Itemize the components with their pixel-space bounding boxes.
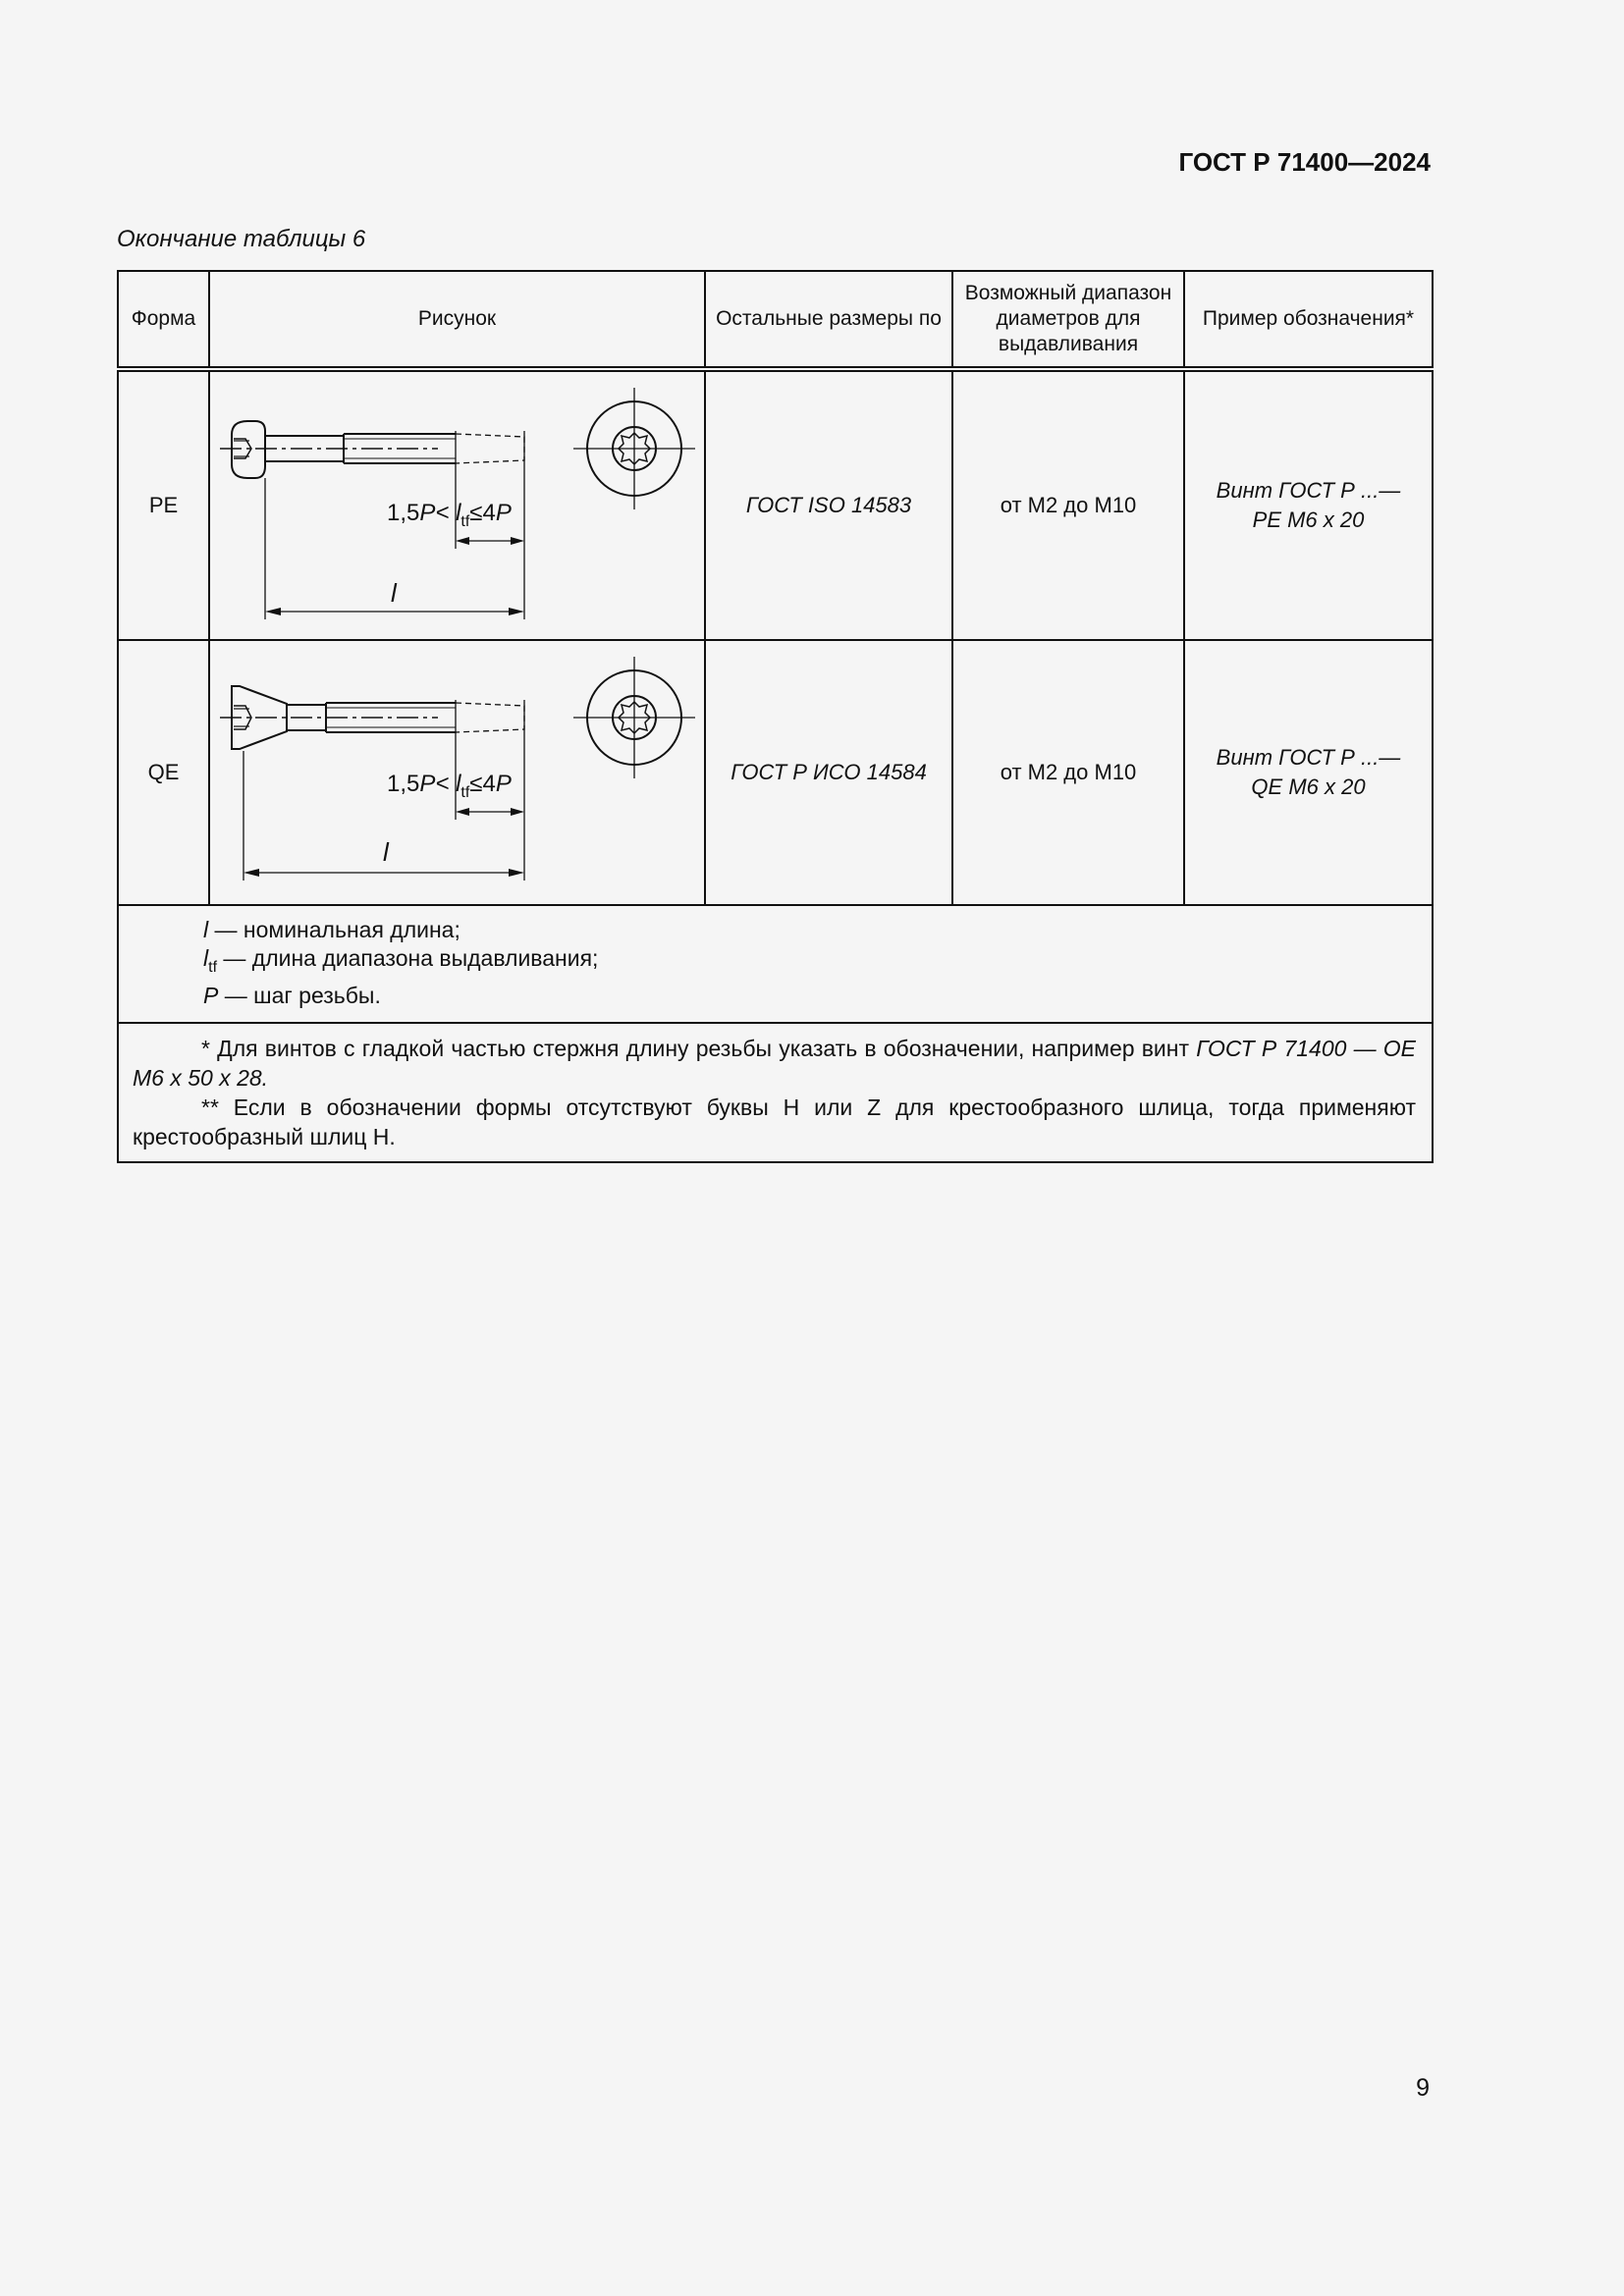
example-line2: PE M6 x 20 — [1252, 507, 1365, 532]
standard-cell: ГОСТ ISO 14583 — [705, 369, 952, 640]
form-cell: QE — [118, 640, 209, 905]
page-number: 9 — [1416, 2074, 1430, 2102]
example-cell — [1184, 640, 1433, 905]
note-1: * Для винтов с гладкой частью стержня длину резьбы указать в обозначении, например винт ГОСТ Р 71400 — OE M6 x 50 x 28. — [133, 1036, 1416, 1091]
example-cell — [1184, 369, 1433, 640]
header-range: Возможный диапазон диаметров для выдавливания — [952, 271, 1184, 369]
notes-cell — [118, 1023, 1433, 1162]
example-line1: Винт ГОСТ Р ...— — [1216, 745, 1401, 770]
standard-cell: ГОСТ Р ИСО 14584 — [705, 640, 952, 905]
header-form: Форма — [118, 271, 209, 369]
header-standard: Остальные размеры по — [705, 271, 952, 369]
legend-item: $l_{tf}$ — длина диапазона выдавливания; — [203, 945, 599, 976]
document-code: ГОСТ Р 71400—2024 — [1178, 147, 1431, 177]
screw-forms-table — [117, 270, 1434, 1163]
header-drawing: Рисунок — [209, 271, 705, 369]
table-caption: Окончание таблицы 6 — [117, 226, 366, 252]
header-example: Пример обозначения* — [1184, 271, 1433, 369]
drawing-cell — [209, 640, 705, 905]
notes-row — [118, 1023, 1433, 1162]
form-cell: PE — [118, 369, 209, 640]
example-line1: Винт ГОСТ Р ...— — [1216, 478, 1401, 503]
legend-item: P — шаг резьбы. — [203, 983, 381, 1008]
legend-item: l — номинальная длина; — [203, 917, 460, 942]
note-2: ** Если в обозначении формы отсутствуют буквы H или Z для крестообразного шлица, тогда применяют крестообразный шлиц H. — [133, 1095, 1416, 1149]
countersunk-screw-drawing — [210, 641, 706, 904]
table-header-row — [118, 271, 1433, 369]
range-cell: от M2 до M10 — [952, 640, 1184, 905]
pan-head-screw-drawing — [210, 372, 706, 639]
legend-cell — [118, 905, 1433, 1023]
formula-label: $1,5P< l_{tf}\le 4P$ — [387, 771, 512, 801]
table-row — [118, 369, 1433, 640]
example-line2: QE M6 x 20 — [1251, 774, 1366, 799]
length-label: l — [383, 837, 389, 867]
length-label: l — [391, 578, 397, 608]
legend-row — [118, 905, 1433, 1023]
range-cell: от M2 до M10 — [952, 369, 1184, 640]
drawing-cell — [209, 369, 705, 640]
formula-label: $1,5P< l_{tf}\le 4P$ — [387, 500, 512, 530]
table-row — [118, 640, 1433, 905]
